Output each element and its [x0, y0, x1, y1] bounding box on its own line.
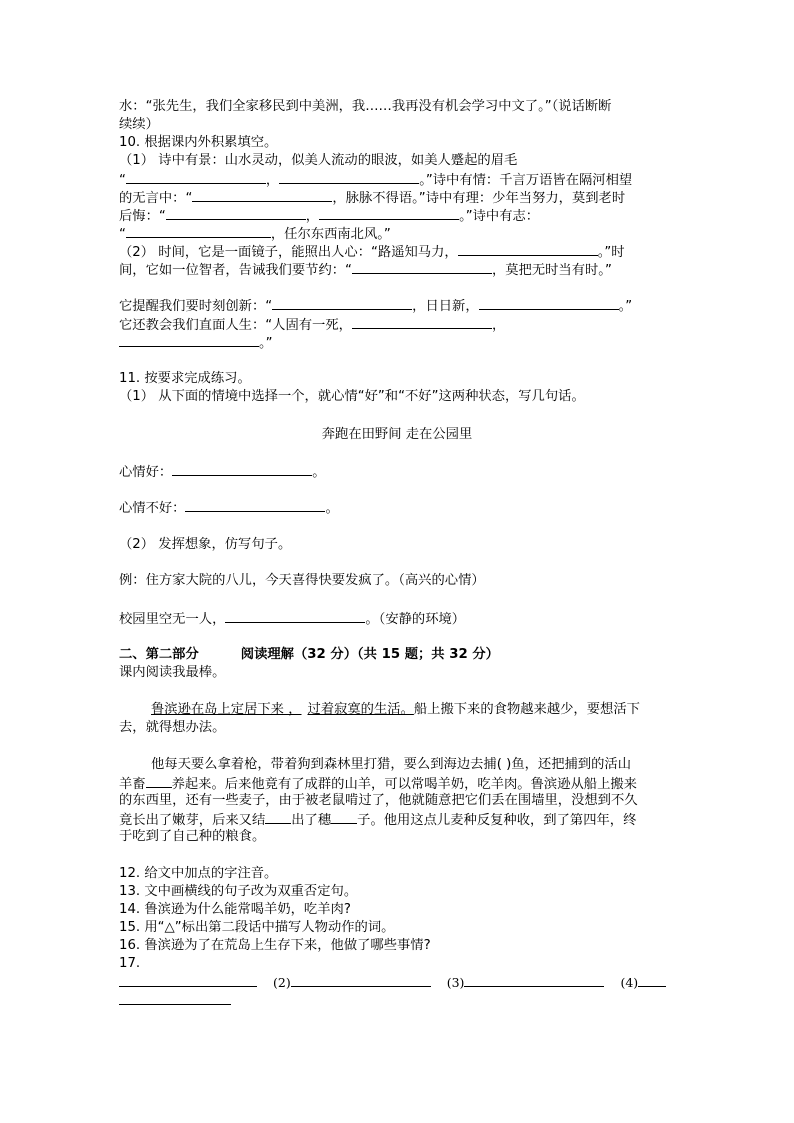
- scene-options: 奔跑在田野间 走在公园里: [321, 427, 473, 442]
- fill-line: （2） 时间，它是一面镜子，能照出人心：“路遥知马力， 。”时: [119, 242, 625, 262]
- answer-blank[interactable]: [185, 498, 325, 512]
- fill-line: 间，它如一位智者，告诫我们要节约：“ ，莫把无时当有时。”: [119, 260, 612, 280]
- answer-blank[interactable]: [126, 170, 266, 184]
- question-15: 15. 用“△”标出第二段话中描写人物动作的词。: [119, 920, 395, 935]
- question-14: 14. 鲁滨逊为什么能常喝羊奶，吃羊肉?: [119, 902, 351, 917]
- answer-blank[interactable]: [166, 206, 306, 220]
- question-13: 13. 文中画横线的句子改为双重否定句。: [119, 884, 358, 899]
- fill-line: 后悔：“ ， 。”诗中有志：: [119, 206, 539, 226]
- fill-line: 它还教会我们直面人生：“人固有一死， ，: [119, 315, 505, 335]
- answer-blank[interactable]: [272, 296, 412, 310]
- answer-blank[interactable]: [119, 973, 257, 987]
- paragraph-2-line: 的东西里，还有一些麦子，由于被老鼠啃过了，他就随意把它们丢在围墙里，没想到不久: [119, 793, 638, 808]
- answer-blank[interactable]: [119, 991, 231, 1005]
- answer-blank[interactable]: [279, 170, 419, 184]
- section-intro: 课内阅读我最棒。: [119, 665, 226, 680]
- answer-blank[interactable]: [352, 315, 492, 329]
- fill-line: 的无言中：“ ，脉脉不得语。”诗中有理：少年当努力，莫到老时: [119, 188, 625, 208]
- question-11-title: 11. 按要求完成练习。: [119, 371, 251, 386]
- question-10-title: 10. 根据课内外积累填空。: [119, 135, 278, 150]
- fill-line: 心情好： 。: [119, 462, 325, 482]
- paragraph-2-line: 于吃到了自己种的粮食。: [119, 829, 266, 844]
- answer-blank[interactable]: [126, 224, 271, 238]
- answer-blank[interactable]: [146, 774, 172, 788]
- answer-row: (2) (3) (4): [119, 973, 666, 992]
- section-heading: 二、第二部分 阅读理解（32 分）（共 15 题；共 32 分）: [119, 647, 499, 662]
- paragraph-2-line: 他每天要么拿着枪，带着狗到森林里打猎，要么到海边去捕( )鱼，还把捕到的活山: [151, 757, 631, 772]
- answer-blank[interactable]: [458, 242, 598, 256]
- text-line: 水：“张先生，我们全家移民到中美洲，我……我再没有机会学习中文了。”（说话断断: [119, 99, 612, 114]
- paragraph-2-line: 竟长出了嫩芽，后来又结 出了穗 子。他用这点儿麦种反复种收，到了第四年，终: [119, 810, 636, 830]
- answer-row: [119, 991, 231, 1011]
- answer-blank[interactable]: [225, 609, 365, 623]
- answer-blank[interactable]: [172, 462, 312, 476]
- question-11-part-1: （1） 从下面的情境中选择一个，就心情“好”和“不好”这两种状态，写几句话。: [119, 389, 585, 404]
- answer-blank[interactable]: [352, 260, 492, 274]
- question-11-part-2: （2） 发挥想象，仿写句子。: [119, 537, 292, 552]
- example-sentence: 例：住方家大院的八儿，今天喜得快要发疯了。（高兴的心情）: [119, 573, 485, 588]
- answer-blank[interactable]: [331, 810, 357, 824]
- question-10-part-1: （1） 诗中有景：山水灵动，似美人流动的眼波，如美人蹙起的眉毛: [119, 153, 518, 168]
- fill-line: 。”: [119, 333, 273, 353]
- answer-blank[interactable]: [319, 206, 459, 220]
- fill-line: 它提醒我们要时刻创新：“ ，日日新， 。”: [119, 296, 632, 316]
- paragraph-1-line: 鲁滨逊在岛上定居下来 ， 过着寂寞的生活。船上搬下来的食物越来越少，要想活下: [151, 702, 640, 717]
- answer-blank[interactable]: [464, 973, 604, 987]
- question-12: 12. 给文中加点的字注音。: [119, 866, 278, 881]
- question-17: 17.: [119, 956, 141, 971]
- paragraph-1-line: 去，就得想办法。: [119, 720, 226, 735]
- fill-line: “ ， 。”诗中有情：千言万语皆在隔河相望: [119, 170, 632, 190]
- fill-line: 校园里空无一人， 。（安静的环境）: [119, 609, 465, 629]
- fill-line: “ ，任尔东西南北风。”: [119, 224, 391, 244]
- answer-blank[interactable]: [265, 810, 291, 824]
- answer-blank[interactable]: [291, 973, 431, 987]
- question-16: 16. 鲁滨逊为了在荒岛上生存下来，他做了哪些事情?: [119, 938, 431, 953]
- paragraph-2-line: 羊畜 养起来。后来他竟有了成群的山羊，可以常喝羊奶，吃羊肉。鲁滨逊从船上搬来: [119, 774, 637, 794]
- answer-blank[interactable]: [119, 333, 259, 347]
- text-line: 续续）: [119, 117, 159, 132]
- answer-blank[interactable]: [479, 296, 619, 310]
- fill-line: 心情不好： 。: [119, 498, 339, 518]
- answer-blank[interactable]: [638, 973, 666, 987]
- answer-blank[interactable]: [192, 188, 332, 202]
